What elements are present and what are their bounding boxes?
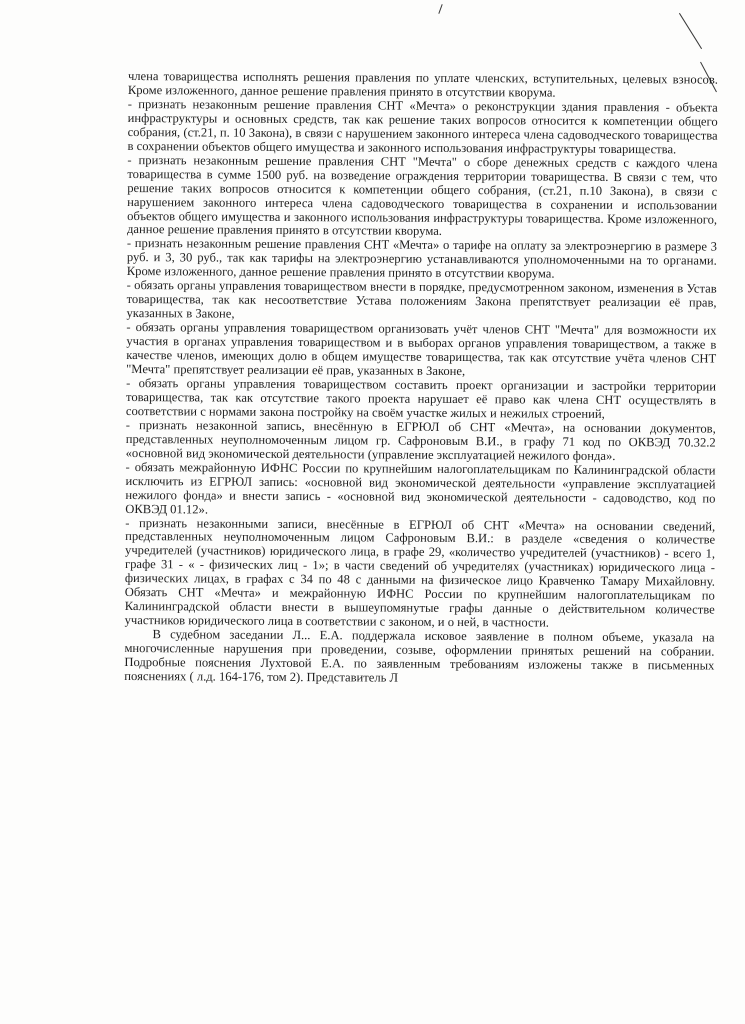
scan-artifact-mark [438,4,442,14]
document-body [124,70,718,688]
paragraph-8: - признать незаконной запись, внесённую в ЕГРЮЛ об СНТ «Мечта», на основании документов, представленных неуполномоченным лицом гр. Сафроновым В.И., в графу 71 код по ОКВЭД 70.32.2 «основной вид экономической деятельности (управление эксплуатацией нежилого фонда». [125,417,716,463]
paragraph-3: - признать незаконным решение правления СНТ "Мечта" о сборе денежных средств с каждого члена товарищества в сумме 1500 руб. на возведение ограждения территории товарищества. В связи с тем, что решение таких вопросов относится к компетенции общего собрания, (ст.21, п.10 Закона), в связи с нарушением законного интереса члена садоводческого товарищества в сохранении и использовании объектов общего имущества и законного использования инфраструктуры товарищества. Кроме изложенного, данное решение правления принято в отсутствии кворума. [126,152,718,239]
paragraph-4: - признать незаконным решение правления СНТ «Мечта» о тарифе на оплату за электроэнергию в размере 3 руб. и 3, 30 руб., так как тарифы на электроэнергию устанавливаются уполномоченными на то органами. Кроме изложенного, данное решение правления принято в отсутствии кворума. [126,236,717,281]
paragraph-2: - признать незаконным решение правления СНТ «Мечта» о реконструкции здания правления - объекта инфраструктуры и основных средств, так как решение таких вопросов относится к компетенции общего собрания, (ст.21, п. 10 Закона), в связи с нарушением законного интереса члена садоводческого товарищества в сохранении объектов общего имущества и законного использования инфраструктуры товарищества. [127,96,718,157]
paragraph-5: - обязать органы управления товариществом внести в порядке, предусмотренном законом, изменения в Устав товарищества, так как несоответствие Устава положениям Закона препятствует реализации её прав, указанных в Законе, [126,278,717,321]
scan-artifact-mark [679,13,702,49]
paragraph-6: - обязать органы управления товариществом организовать учёт членов СНТ "Мечта" для возможности их участия в органах управления товариществом и в выборах органов управления товариществом, а также в качестве членов, имеющих долю в общем имуществе товарищества, так как отсутствие учёта членов СНТ "Мечта" препятствует реализации её прав, указанных в Законе, [126,320,717,379]
paragraph-1: члена товарищества исполнять решения правления по уплате членских, вступительных, целевых взносов. Кроме изложенного, данное решение правления принято в отсутствии кворума. [127,69,718,100]
paragraph-11: В судебном заседании Л... Е.А. поддержала исковое заявление в полном объеме, указала на многочисленные нарушения при проведении, созыве, оформлении принятых решений на собрании. Подробные пояснения Лухтовой Е.А. по заявленным требованиям изложены также в письменных пояснениях ( л.д. 164-176, том 2). Представитель Л [124,627,715,685]
paragraph-7: - обязать органы управления товариществом составить проект организации и застройки территории товарищества, так как отсутствие такого проекта нарушает её право как члена СНТ осуществлять в соответствии с нормами закона постройку на своём участке жилых и нежилых строений, [125,375,717,421]
paragraph-10: - признать незаконными записи, внесённые в ЕГРЮЛ об СНТ «Мечта» на основании сведений, представленных неуполномоченным лицом Сафроновым В.И.: в разделе «сведения о количестве учредителей (участников) юридического лица, в графе 29, «количество учредителей (участников) - всего 1, графе 31 - « - физических лиц - 1»; в части сведений об учредителях (участниках) юридического лица - физических лицах, в графах с 34 по 48 с данными на физическое лицо Кравченко Тамару Михайловну. Обязать СНТ «Мечта» и межрайонную ИФНС России по крупнейшим налогоплательщикам по Калининградской области внести в вышеупомянутые графы данные о действительном количестве участников юридического лица в соответствии с законом, и о ней, в частности. [124,515,716,630]
paragraph-9: - обязать межрайонную ИФНС России по крупнейшим налогоплательщикам по Калининградской области исключить из ЕГРЮЛ запись: «основной вид экономической деятельности «управление эксплуатацией нежилого фонда» и внести запись - «основной вид экономической деятельности - садоводство, код по ОКВЭД 01.12». [125,459,716,517]
